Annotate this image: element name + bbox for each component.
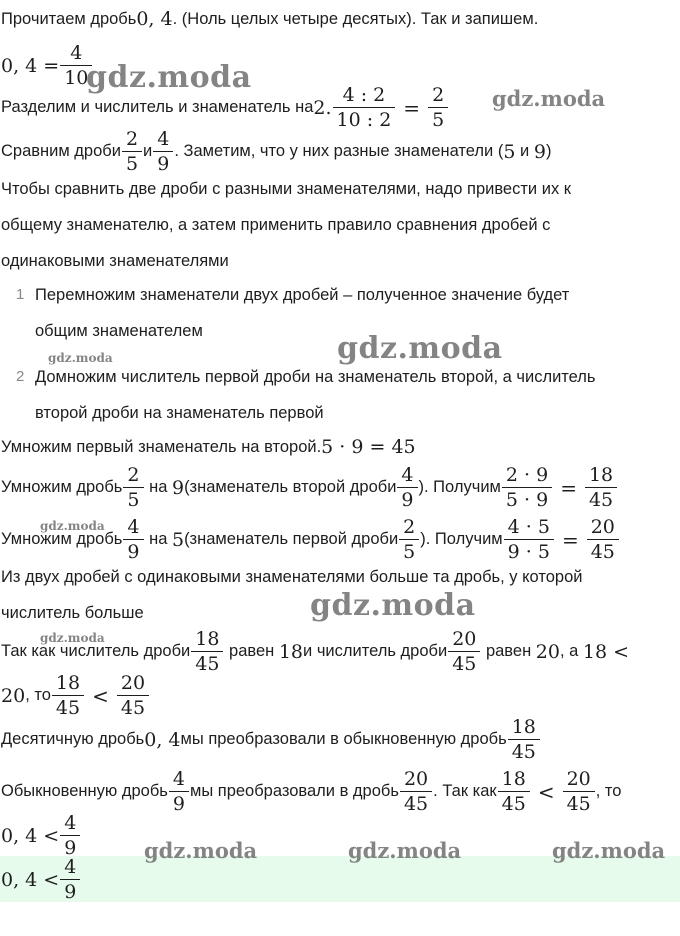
list-number: 2: [16, 368, 25, 385]
text: ): [545, 142, 552, 160]
text: (знаменатель первой дроби: [184, 530, 399, 548]
text: (знаменатель второй дроби: [184, 478, 397, 496]
text: мы преобразовали в обыкновенную дробь: [180, 730, 507, 748]
text: Разделим и числитель и знаменатель на: [1, 98, 314, 116]
math-value: 0, 4: [136, 8, 173, 30]
math-value: 0, 4 =: [1, 54, 60, 77]
text: . Так как: [433, 782, 497, 800]
text: . (Ноль целых четыре десятых). Так и запишем.: [172, 9, 539, 28]
watermark: gdz.moda: [40, 519, 105, 533]
text: ). Получим: [420, 530, 503, 548]
math-value: 18 <: [582, 640, 630, 663]
watermark: gdz.moda: [86, 60, 252, 95]
answer-line: [1, 856, 81, 903]
math-value: 9: [171, 476, 185, 499]
fraction: $\frac{4 \cdot 5}{9 \cdot 5}$: [506, 516, 552, 563]
watermark: gdz.moda: [144, 838, 258, 863]
list-number: 1: [16, 286, 25, 303]
fraction: $\frac{4}{9}$: [171, 768, 187, 815]
text: Сравним дроби: [1, 142, 121, 160]
math-value: 5: [503, 140, 516, 163]
math-value: 5 · 9 = 45: [321, 436, 416, 458]
equals-sign: =: [560, 475, 577, 500]
rule-line: Из двух дробей с одинаковыми знаменателями больше та дробь, у которой: [1, 568, 583, 586]
conclusion-line: [1, 812, 81, 859]
equals-sign: =: [561, 527, 579, 552]
fraction: $\frac{18}{45}$: [54, 672, 82, 719]
watermark: gdz.moda: [310, 588, 476, 623]
math-value: 5: [171, 528, 185, 551]
math-value: 20: [535, 640, 560, 663]
fraction: $\frac{2}{5}$: [401, 516, 417, 563]
watermark: gdz.moda: [337, 331, 503, 366]
watermark: gdz.moda: [552, 838, 666, 863]
text: . Заметим, что у них разные знаменатели (: [174, 142, 504, 160]
fraction: $\frac{4 : 2}{10 : 2}$: [335, 84, 394, 131]
fraction: $\frac{2}{5}$: [125, 464, 141, 511]
rule-line: числитель больше: [1, 604, 144, 622]
watermark: gdz.moda: [40, 631, 105, 645]
fraction: $\frac{4}{9}$: [399, 464, 415, 511]
fraction: $\frac{20}{45}$: [402, 768, 430, 815]
list-text: общим знаменателем: [35, 322, 203, 340]
text: на: [144, 530, 172, 548]
watermark: gdz.moda: [48, 351, 113, 365]
text: Десятичную дробь: [1, 730, 145, 748]
text: Обыкновенную дробь: [1, 782, 168, 800]
multiply-fraction-line: [1, 464, 618, 511]
fraction: $\frac{2 \cdot 9}{5 \cdot 9}$: [504, 464, 550, 511]
text: ). Получим: [418, 478, 501, 496]
math-value: 20: [1, 684, 26, 707]
math-value: 0, 4 <: [1, 824, 60, 847]
text: , а: [559, 642, 583, 660]
fraction: $\frac{20}{45}$: [589, 516, 617, 563]
list-text: Перемножим знаменатели двух дробей – полученное значение будет: [35, 286, 570, 304]
rule-paragraph-line: общему знаменателю, а затем применить правило сравнения дробей с: [1, 216, 551, 234]
math-value: 2.: [313, 96, 332, 119]
math-value: 0, 4: [144, 728, 181, 751]
fraction: $\frac{20}{45}$: [119, 672, 147, 719]
compare-line: [1, 128, 551, 175]
fraction: $\frac{4}{9}$: [62, 812, 78, 859]
fraction: $\frac{4}{9}$: [62, 856, 78, 903]
math-value: 9: [533, 140, 546, 163]
equation-line: [1, 42, 93, 89]
numerator-compare-line: [1, 672, 150, 719]
text: Умножим дробь: [1, 530, 123, 548]
intro-line: [1, 8, 538, 30]
fraction-conversion-line: [1, 768, 621, 815]
fraction: $\frac{2}{5}$: [124, 128, 140, 175]
fraction: $\frac{2}{5}$: [430, 84, 446, 131]
text: Умножим первый знаменатель на второй.: [1, 437, 322, 456]
fraction: $\frac{20}{45}$: [565, 768, 593, 815]
text: Прочитаем дробь: [1, 9, 137, 28]
fraction: $\frac{18}{45}$: [587, 464, 615, 511]
rule-paragraph-line: одинаковыми знаменателями: [1, 252, 229, 270]
math-value: 18: [278, 640, 304, 663]
less-than-sign: <: [537, 779, 555, 804]
watermark: gdz.moda: [492, 86, 606, 111]
fraction: $\frac{4}{9}$: [125, 516, 141, 563]
text: Умножим дробь: [1, 478, 123, 496]
decimal-conversion-line: [1, 716, 541, 763]
math-value: 0, 4 <: [1, 868, 60, 891]
text: и: [143, 142, 153, 160]
text: Так как числитель дроби: [1, 642, 191, 660]
fraction: $\frac{18}{45}$: [193, 628, 221, 675]
fraction: $\frac{20}{45}$: [450, 628, 478, 675]
text: на: [144, 478, 172, 496]
equals-sign: =: [403, 95, 421, 120]
fraction: $\frac{4}{10}$: [62, 42, 90, 89]
less-than-sign: <: [92, 683, 109, 708]
fraction: $\frac{4}{9}$: [155, 128, 171, 175]
text: , то: [595, 782, 622, 800]
text: и: [515, 142, 534, 160]
multiply-line: [1, 436, 416, 458]
text: мы преобразовали в дробь: [189, 782, 399, 800]
text: равен: [481, 642, 536, 660]
fraction: $\frac{18}{45}$: [510, 716, 538, 763]
text: и числитель дроби: [303, 642, 448, 660]
rule-paragraph-line: Чтобы сравнить две дроби с разными знаменателями, надо привести их к: [1, 180, 571, 198]
text: равен: [224, 642, 279, 660]
fraction: $\frac{18}{45}$: [500, 768, 528, 815]
text: , то: [25, 686, 51, 704]
list-text: второй дроби на знаменатель первой: [35, 404, 324, 422]
list-text: Домножим числитель первой дроби на знаменатель второй, а числитель: [35, 368, 596, 386]
watermark: gdz.moda: [348, 838, 462, 863]
